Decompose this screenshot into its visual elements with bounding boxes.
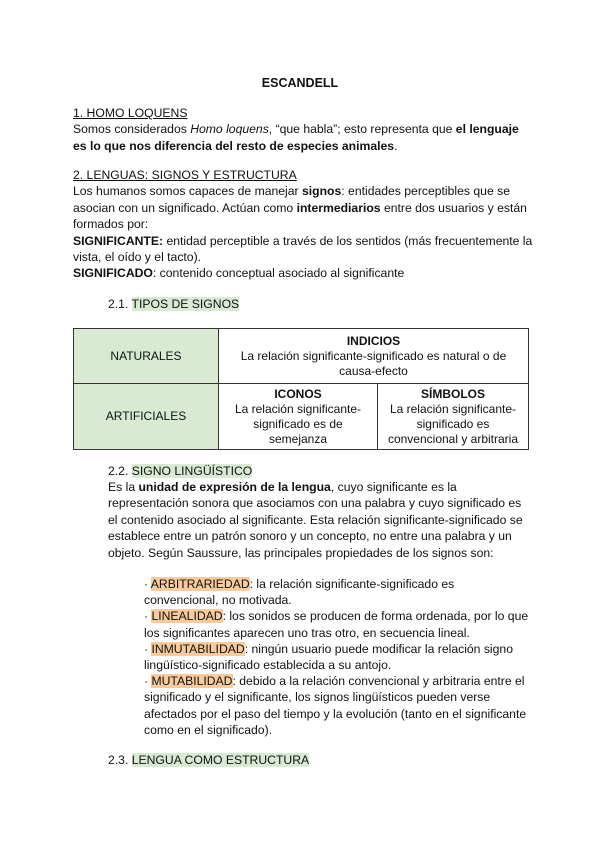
cell-title: ICONOS — [274, 386, 322, 401]
property-term: ARBITRARIEDAD — [150, 577, 250, 591]
property-term: LINEALIDAD — [151, 609, 223, 624]
text-run: , “que habla”; esto representa que — [268, 122, 456, 137]
cell-naturales: NATURALES — [74, 329, 219, 384]
property-text: : ningún usuario puede modificar la relación signo lingüístico-significado establecida a su antojo. — [144, 641, 513, 673]
term-text: entidad perceptible a través de los sentidos (más frecuentemente la vista, el oído y el tacto). — [73, 233, 533, 265]
section-heading: 1. HOMO LOQUENS — [73, 106, 188, 120]
cell-title: SÍMBOLOS — [420, 386, 485, 401]
cell-text: La relación significante-significado es convencional y arbitraria — [387, 401, 519, 446]
cell-text: La relación significante-significado es natural o de causa-efecto — [240, 348, 507, 378]
subsection-label: SIGNO LINGÜÍSTICO — [131, 464, 253, 478]
text-run: Los humanos somos capaces de manejar — [73, 184, 302, 199]
significado-definition — [73, 265, 533, 281]
significante-definition — [73, 233, 533, 266]
section-paragraph — [73, 183, 533, 232]
list-item — [144, 608, 529, 640]
text-run: . — [394, 138, 398, 153]
property-term: INMUTABILIDAD — [151, 641, 245, 656]
term-label: SIGNIFICANTE: — [73, 233, 164, 248]
cell-iconos — [219, 384, 378, 450]
subsection-number: 2.1. — [108, 297, 132, 311]
term-text: : contenido conceptual asociado al significante — [152, 266, 405, 281]
text-run-bold: intermediarios — [296, 200, 381, 215]
subsection-signo-linguistico — [108, 463, 252, 479]
section-heading: 2. LENGUAS: SIGNOS Y ESTRUCTURA — [73, 168, 297, 182]
text-run-italic: Homo loquens — [190, 122, 269, 137]
cell-title: INDICIOS — [346, 333, 401, 348]
term-label: SIGNIFICADO — [73, 266, 153, 281]
bullet: · — [144, 609, 152, 624]
document-title: ESCANDELL — [261, 76, 339, 90]
bullet: · — [144, 577, 151, 591]
list-item — [144, 576, 529, 608]
property-text: : la relación significante-significado es convencional, no motivada. — [144, 577, 455, 608]
text-run: Somos considerados — [73, 122, 191, 137]
subsection-label: LENGUA COMO ESTRUCTURA — [131, 753, 310, 767]
property-term: MUTABILIDAD — [151, 674, 233, 689]
text-run-bold: el lenguaje es lo que nos diferencia del resto de especies animales — [73, 122, 519, 153]
section-lenguas — [73, 167, 533, 282]
subsection-lengua-como-estructura — [108, 752, 309, 768]
text-run: : entidades perceptibles que se asocian con un significado. Actúan como — [73, 184, 510, 215]
subsection-number: 2.3. — [108, 753, 132, 767]
bullet: · — [144, 641, 152, 656]
list-item — [144, 673, 529, 738]
bullet: · — [144, 674, 152, 689]
properties-list — [144, 576, 529, 738]
cell-text: La relación significante-significado es de semejanza — [234, 401, 362, 446]
cell-simbolos — [378, 384, 529, 450]
text-run-bold: signos — [301, 184, 342, 199]
cell-indicios — [219, 329, 529, 384]
section-paragraph — [73, 121, 533, 154]
list-item — [144, 641, 529, 673]
subsection-label: TIPOS DE SIGNOS — [131, 297, 240, 311]
section-paragraph — [108, 479, 533, 561]
text-run-bold: unidad de expresión de la lengua — [138, 480, 331, 494]
text-run: , cuyo significante es la representación sonora que asociamos con una palabra y cuyo significado es el contenido asociado al significante. Esta relación significante-significado se establece entre un patrón sonoro y un concepto, no entre una palabra y un objeto. Según Saussure, las principales propiedades de los signos son: — [108, 480, 523, 560]
subsection-tipos-de-signos — [108, 296, 239, 312]
property-text: : debido a la relación convencional y arbitraria entre el significado y el significante, los signos lingüísticos pueden verse afectados por el paso del tiempo y la evolución (tanto en el significante como en el significado). — [144, 674, 527, 737]
text-run: Es la — [108, 480, 139, 494]
text-run: entre dos usuarios y están formados por: — [73, 200, 527, 232]
property-text: : los sonidos se producen de forma ordenada, por lo que los significantes aparecen uno tras otro, en secuencia lineal. — [144, 609, 529, 640]
cell-artificiales: ARTIFICIALES — [74, 384, 219, 450]
signs-table — [73, 328, 529, 450]
section-homo-loquens — [73, 105, 533, 154]
subsection-number: 2.2. — [108, 464, 132, 478]
